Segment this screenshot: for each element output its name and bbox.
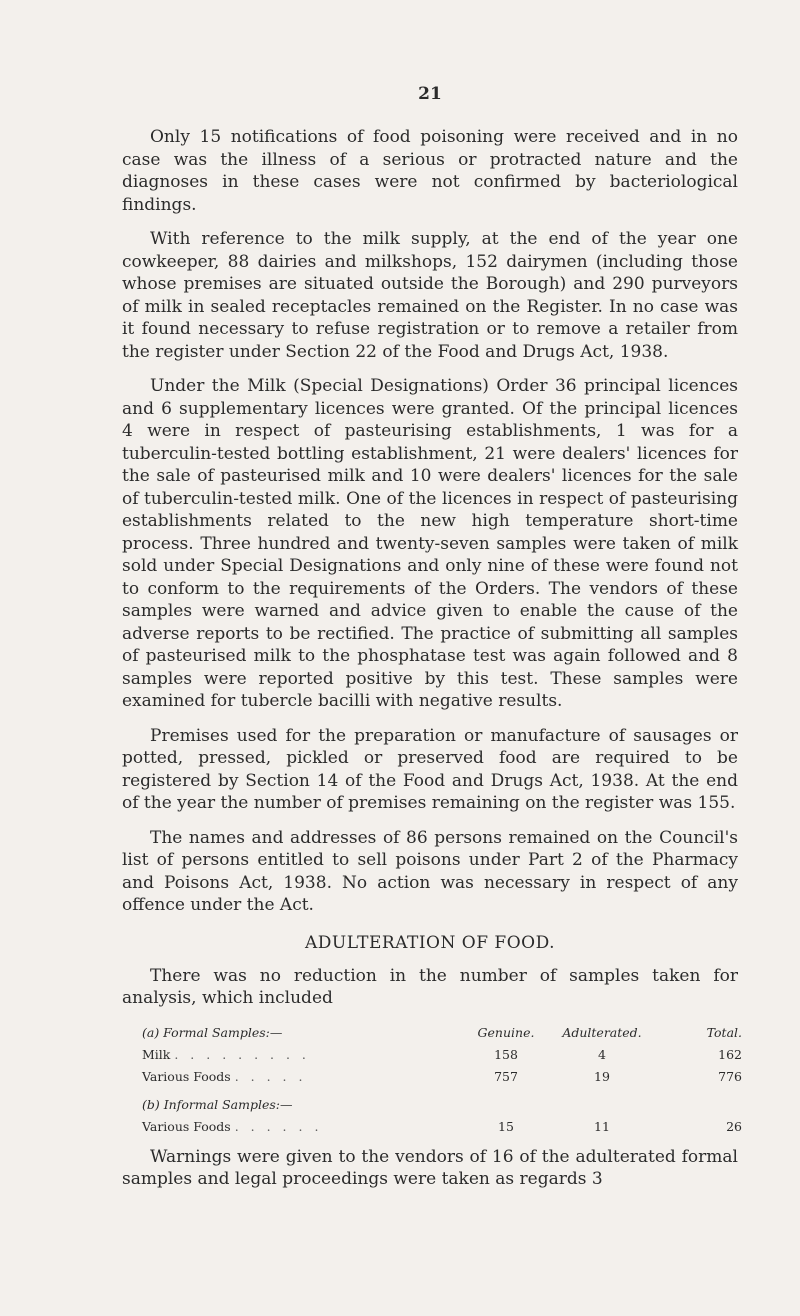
informal-samples-label: (b) Informal Samples:— [142, 1096, 293, 1112]
row-label: Various Foods [142, 1118, 231, 1134]
section-heading: ADULTERATION OF FOOD. [304, 932, 556, 953]
paragraph-preserved-food: Premises used for the preparation or manufacture of sausages or potted, pressed, pickled or preserved food are required to be registered by Section 14 of the Food and Drugs Act, 1938. At the end of the year the number of premises remaining on the register was 155. [122, 725, 738, 813]
cell-adulterated: 19 [594, 1068, 610, 1084]
row-label: Various Foods [142, 1068, 231, 1084]
column-header-total: Total. [706, 1024, 742, 1040]
formal-samples-label: (a) Formal Samples:— [142, 1024, 283, 1040]
samples-table [142, 1022, 742, 1138]
table-row [142, 1116, 742, 1138]
row-label: Milk [142, 1046, 171, 1062]
table-header-row [142, 1022, 742, 1044]
paragraph-milk-supply: With reference to the milk supply, at the end of the year one cowkeeper, 88 dairies and milkshops, 152 dairymen (including those whose premises are situated outside the Borough) and 290 purveyors of milk in sealed receptacles remained on the Register. In no case was it found necessary to refuse registration or to remove a retailer from the register under Section 22 of the Food and Drugs Act, 1938. [122, 229, 738, 362]
cell-genuine: 757 [494, 1068, 518, 1084]
table-group-row [142, 1088, 742, 1116]
leader-dots: . . . . . [234, 1068, 307, 1084]
cell-adulterated: 11 [594, 1118, 610, 1134]
paragraph-food-poisoning: Only 15 notifications of food poisoning were received and in no case was the illness of a serious or protracted nature and the diagnoses in these cases were not confirmed by bacteriological findings. [122, 127, 738, 215]
leader-dots: . . . . . . . . . [174, 1046, 310, 1062]
paragraph-intro: There was no reduction in the number of samples taken for analysis, which included [122, 965, 738, 1008]
cell-adulterated: 4 [598, 1046, 606, 1062]
column-header-adulterated: Adulterated. [562, 1024, 642, 1040]
cell-total: 162 [718, 1046, 742, 1062]
leader-dots: . . . . . . [234, 1118, 323, 1134]
paragraph-closing: Warnings were given to the vendors of 16 of the adulterated formal samples and legal proceedings were taken as regards 3 [122, 1146, 738, 1189]
cell-genuine: 15 [498, 1118, 514, 1134]
cell-total: 776 [718, 1068, 742, 1084]
table-row [142, 1044, 742, 1066]
cell-total: 26 [726, 1118, 742, 1134]
page-number: 21 [418, 84, 442, 104]
table-row [142, 1066, 742, 1088]
document-page [122, 84, 742, 1203]
paragraph-poisons: The names and addresses of 86 persons remained on the Council's list of persons entitled to sell poisons under Part 2 of the Pharmacy and Poisons Act, 1938. No action was necessary in respect of any offence under the Act. [122, 827, 738, 915]
cell-genuine: 158 [494, 1046, 518, 1062]
paragraph-special-designations: Under the Milk (Special Designations) Order 36 principal licences and 6 supplementary licences were granted. Of the principal licences 4 were in respect of pasteurising establishments, 1 was for a tuberculin-tested bottling establishment, 21 were dealers' licences for the sale of pasteurised milk and 10 were dealers' licences for the sale of tuberculin-tested milk. One of the licences in respect of pasteurising establishments related to the new high temperature short-time process. Three hundred and twenty-seven samples were taken of milk sold under Special Designations and only nine of these were found not to conform to the requirements of the Orders. The vendors of these samples were warned and advice given to enable the cause of the adverse reports to be rectified. The practice of submitting all samples of pasteurised milk to the phosphatase test was again followed and 8 samples were reported positive by this test. These samples were examined for tubercle bacilli with negative results. [122, 376, 738, 711]
column-header-genuine: Genuine. [477, 1024, 535, 1040]
